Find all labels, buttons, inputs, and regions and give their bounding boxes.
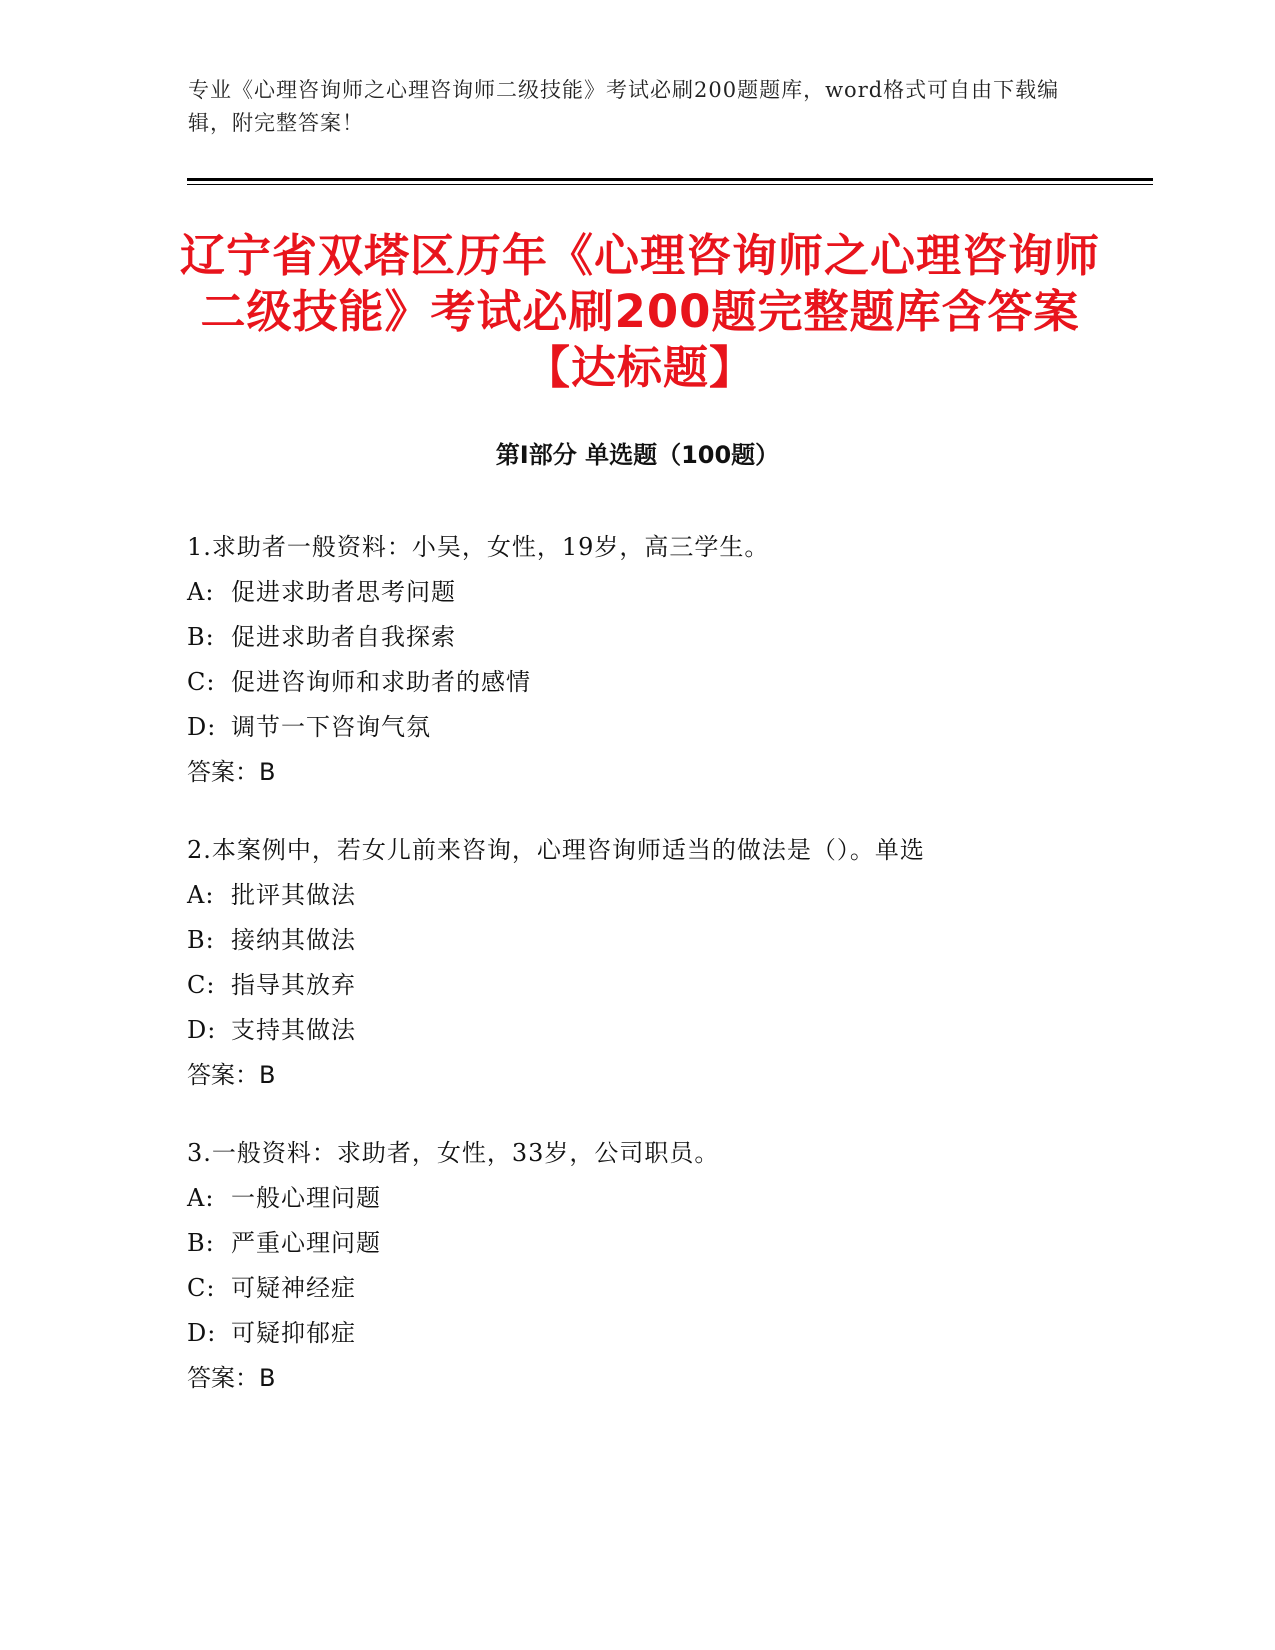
option-text: 促进求助者自我探索 [231, 623, 456, 651]
answer-value: B [259, 1061, 276, 1089]
option-text: 可疑抑郁症 [231, 1319, 356, 1347]
answer-label: 答案： [187, 1364, 259, 1392]
option-b [187, 1226, 1087, 1260]
option-text: 可疑神经症 [231, 1274, 356, 1302]
option-key: D: [187, 713, 217, 741]
option-c [187, 665, 1087, 699]
option-text: 促进咨询师和求助者的感情 [231, 668, 531, 696]
section-title: 第Ⅰ部分 单选题（100题） [495, 441, 780, 469]
option-text: 严重心理问题 [231, 1229, 381, 1257]
option-text: 调节一下咨询气氛 [231, 713, 431, 741]
document-title: 辽宁省双塔区历年《心理咨询师之心理咨询师二级技能》考试必刷200题完整题库含答案【达标题】 [180, 229, 1101, 394]
option-d [187, 1013, 1087, 1047]
answer-value: B [259, 1364, 276, 1392]
option-key: B: [187, 1229, 215, 1257]
option-text: 批评其做法 [231, 881, 356, 909]
answer-line [187, 1058, 1087, 1092]
option-b [187, 620, 1087, 654]
option-key: C: [187, 1274, 216, 1302]
option-key: C: [187, 668, 216, 696]
option-key: B: [187, 926, 215, 954]
question-stem: 3.一般资料：求助者，女性，33岁，公司职员。 [187, 1139, 720, 1167]
option-a [187, 575, 1087, 609]
answer-label: 答案： [187, 1061, 259, 1089]
option-text: 接纳其做法 [231, 926, 356, 954]
header-note: 专业《心理咨询师之心理咨询师二级技能》考试必刷200题题库，word格式可自由下载编辑，附完整答案！ [188, 78, 1060, 135]
question-3 [187, 1136, 1087, 1395]
header-divider-thin [187, 184, 1153, 185]
option-text: 支持其做法 [231, 1016, 356, 1044]
option-key: A: [187, 881, 215, 909]
answer-value: B [259, 758, 276, 786]
option-d [187, 1316, 1087, 1350]
answer-line [187, 755, 1087, 789]
question-stem: 2.本案例中，若女儿前来咨询，心理咨询师适当的做法是（）。单选 [187, 836, 925, 864]
option-key: A: [187, 578, 215, 606]
option-key: A: [187, 1184, 215, 1212]
option-key: B: [187, 623, 215, 651]
option-key: D: [187, 1016, 217, 1044]
answer-label: 答案： [187, 758, 259, 786]
option-text: 指导其放弃 [231, 971, 356, 999]
question-list [187, 530, 1087, 1439]
header-divider-thick [187, 178, 1153, 181]
option-key: C: [187, 971, 216, 999]
option-a [187, 1181, 1087, 1215]
option-c [187, 968, 1087, 1002]
option-c [187, 1271, 1087, 1305]
option-d [187, 710, 1087, 744]
question-2 [187, 833, 1087, 1092]
question-stem: 1.求助者一般资料：小吴，女性，19岁，高三学生。 [187, 533, 770, 561]
option-b [187, 923, 1087, 957]
option-text: 促进求助者思考问题 [231, 578, 456, 606]
option-text: 一般心理问题 [231, 1184, 381, 1212]
option-key: D: [187, 1319, 217, 1347]
question-1 [187, 530, 1087, 789]
answer-line [187, 1361, 1087, 1395]
option-a [187, 878, 1087, 912]
